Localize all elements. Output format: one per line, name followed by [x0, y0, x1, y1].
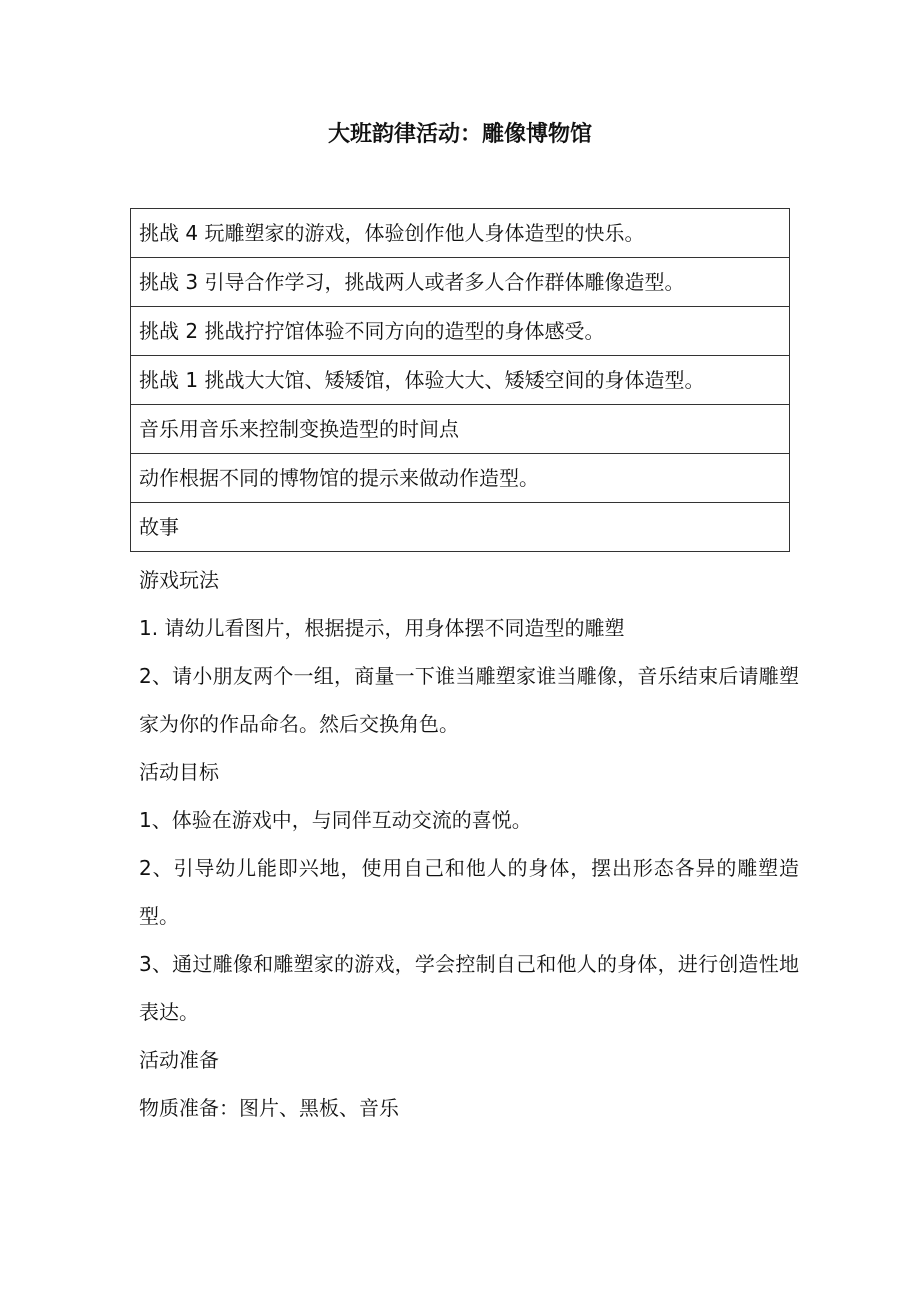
table-row — [131, 503, 790, 552]
goals-heading: 活动目标 — [139, 760, 219, 784]
table-cell: 挑战 1 挑战大大馆、矮矮馆，体验大大、矮矮空间的身体造型。 — [131, 356, 790, 405]
goal-item: 1、体验在游戏中，与同伴互动交流的喜悦。 — [139, 808, 532, 832]
game-play-heading: 游戏玩法 — [139, 568, 219, 592]
table-row — [131, 454, 790, 503]
challenge-table — [130, 208, 790, 552]
table-cell: 动作根据不同的博物馆的提示来做动作造型。 — [131, 454, 790, 503]
table-cell: 故事 — [131, 503, 790, 552]
goal-item: 3、通过雕像和雕塑家的游戏，学会控制自己和他人的身体，进行创造性地表达。 — [139, 952, 799, 1024]
table-cell: 挑战 2 挑战拧拧馆体验不同方向的造型的身体感受。 — [131, 307, 790, 356]
table-cell: 音乐用音乐来控制变换造型的时间点 — [131, 405, 790, 454]
goal-item: 2、引导幼儿能即兴地，使用自己和他人的身体，摆出形态各异的雕塑造型。 — [139, 856, 799, 928]
game-play-item: 2、请小朋友两个一组，商量一下谁当雕塑家谁当雕像，音乐结束后请雕塑家为你的作品命名。然后交换角色。 — [139, 664, 799, 736]
table-row — [131, 307, 790, 356]
table-cell: 挑战 4 玩雕塑家的游戏，体验创作他人身体造型的快乐。 — [131, 209, 790, 258]
table-row — [131, 405, 790, 454]
materials-line: 物质准备：图片、黑板、音乐 — [139, 1096, 399, 1120]
document-body — [139, 556, 799, 1132]
table-row — [131, 209, 790, 258]
table-row — [131, 356, 790, 405]
game-play-item: 1. 请幼儿看图片，根据提示，用身体摆不同造型的雕塑 — [139, 616, 625, 640]
preparation-heading: 活动准备 — [139, 1048, 219, 1072]
table-row — [131, 258, 790, 307]
table-cell: 挑战 3 引导合作学习，挑战两人或者多人合作群体雕像造型。 — [131, 258, 790, 307]
page-title: 大班韵律活动：雕像博物馆 — [327, 122, 592, 147]
